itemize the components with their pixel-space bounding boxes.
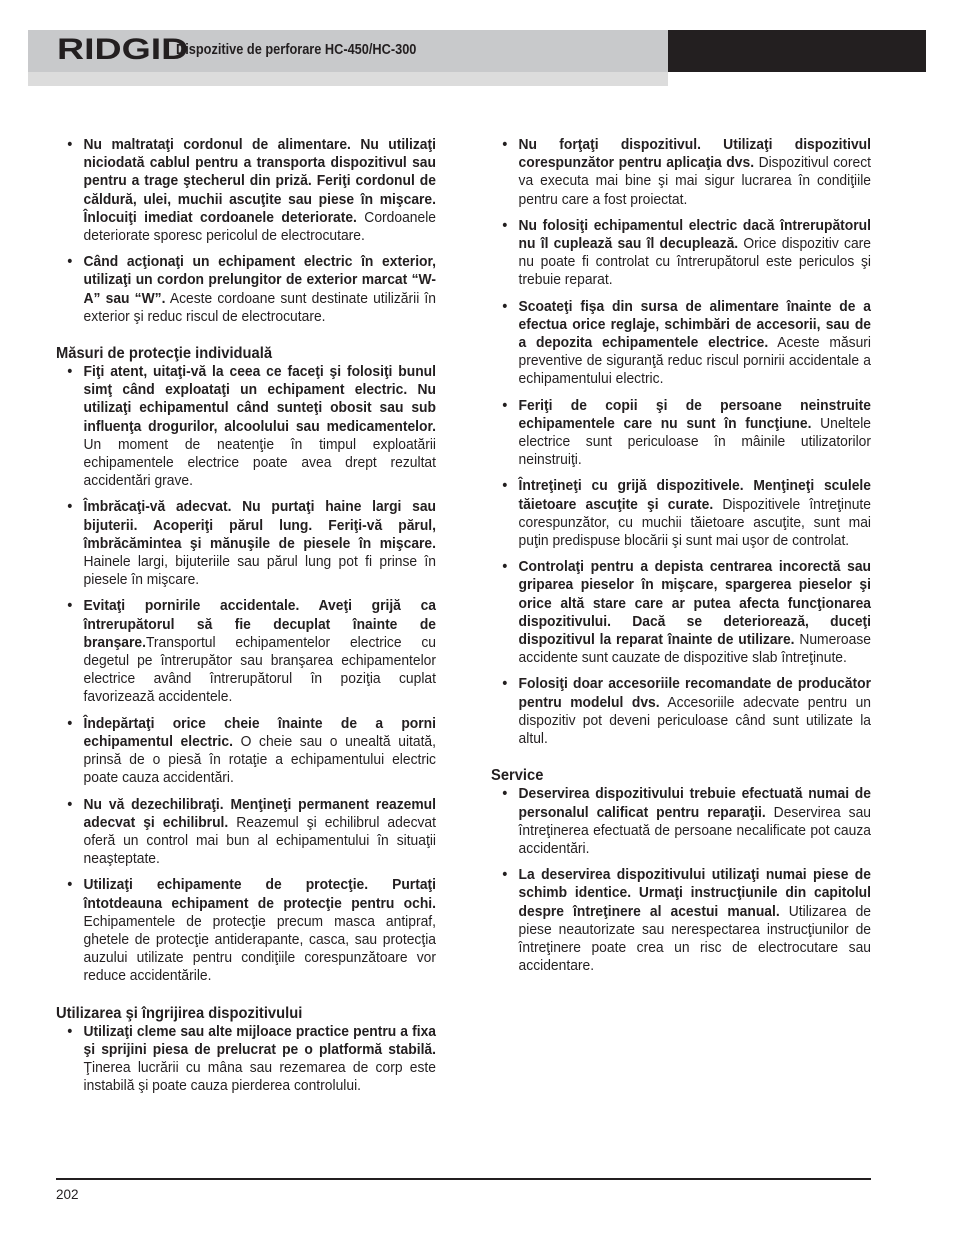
list-item (56, 715, 436, 788)
item-text: O cheie sau o unealtă uitată, prinsă de o piesă în rotaţie a echipamentului electric poate cauza accidentări. (83, 733, 437, 787)
list-item (491, 675, 871, 748)
list-item (491, 136, 871, 209)
item-bold: Controlaţi pentru a depista centrarea incorectă sau griparea pieselor în mişcare, spargerea pieselor şi orice altă stare care ar putea afecta funcţionarea dispozitivului. Dacă se deteriorează, duceţi dispozitivul la reparat înainte de utilizare. (518, 559, 871, 649)
list-item (56, 597, 436, 706)
left-top-list (56, 136, 436, 326)
section-heading-tool-use-care: Utilizarea şi îngrijirea dispozitivului (56, 1004, 303, 1022)
item-bold: Îndepărtaţi orice cheie înainte de a porni echipamentul electric. (83, 715, 437, 750)
item-bold: Întreţineţi cu grijă dispozitivele. Menţineţi sculele tăietoare ascuţite şi curate. (518, 478, 871, 513)
item-bold: Nu folosiţi echipamentul electric dacă întrerupătorul nu îl cuplează sau îl decuplează. (518, 217, 871, 253)
footer-rule (56, 1178, 871, 1180)
page-number: 202 (56, 1187, 79, 1202)
item-bold: Folosiţi doar accesoriile recomandate de producător pentru modelul dvs. (518, 676, 871, 711)
list-item (56, 253, 436, 326)
list-item (491, 866, 871, 975)
item-bold: Nu maltrataţi cordonul de alimentare. Nu utilizaţi niciodată cablul pentru a transporta dispozitivul sau pentru a trage ştecherul din priză. Feriţi cordonul de căldură, ulei, muchii ascuţite sau piese în mişcare. Înlocuiţi imediat cordoanele deteriorate. (83, 137, 437, 226)
item-text: Dispozitivul corect va executa mai bine şi mai sigur lucrarea în condiţiile pentru care a fost proiectat. (518, 155, 871, 208)
item-bold: Evitaţi pornirile accidentale. Aveţi grijă ca întrerupătorul să fie decuplat înainte de branşare. (83, 598, 437, 651)
item-text: Reazemul şi echilibrul adecvat oferă un control mai bun al echipamentului în situaţii neaşteptate. (83, 814, 437, 868)
item-text: Accesoriile adecvate pentru un dispozitiv pot deveni periculoase când sunt utilizate la altul. (518, 694, 871, 748)
item-text: Echipamentele de protecţie precum masca antipraf, ghetele de protecţie antiderapante, casca, sau protecţia auzului utilizate pentru condiţiile corespunzătoare vor reduce accidentările. (83, 913, 437, 985)
item-bold: Fiţi atent, uitaţi-vă la ceea ce faceţi şi folosiţi bunul simţ când exploataţi un echipament electric. Nu utilizaţi echipamentul când sunteţi obosit sau sub influenţa drogurilor, alcoolului sau medicamentelor. (83, 364, 437, 435)
item-text: Transportul echipamentelor electrice cu degetul pe întrerupător sau branşarea echipamentelor electrice având întrerupătorul în poziţia cuplat favorizează accidentele. (83, 634, 437, 706)
list-item (56, 1023, 436, 1096)
list-item (491, 298, 871, 389)
item-bold: Utilizaţi cleme sau alte mijloace practice pentru a fixa şi sprijini piesa de prelucrat pe o platformă stabilă. (83, 1023, 437, 1058)
item-text: Ţinerea lucrării cu mâna sau rezemarea de corp este instabilă şi poate cauza pierderea controlului. (83, 1059, 437, 1095)
list-item (56, 498, 436, 589)
item-text: Dispozitivele întreţinute corespunzător, cu muchii tăietoare ascuţite, sunt mai puţin predispuse blocării şi sunt mai uşor de controlat. (518, 496, 871, 550)
item-bold: Când acţionaţi un echipament electric în exterior, utilizaţi un cordon prelungitor de exterior marcat “W-A” sau “W”. (83, 254, 437, 307)
item-text: Numeroase accidente sunt cauzate de dispozitive slab întreţinute. (518, 632, 871, 667)
item-text: Uneltele electrice sunt periculoase în mâinile utilizatorilor neinstruiţi. (518, 415, 871, 469)
tool-use-care-list (56, 1023, 436, 1096)
header-shadow (28, 72, 668, 86)
item-bold: La deservirea dispozitivului utilizaţi numai piese de schimb identice. Urmaţi instrucţiunile din capitolul despre întreţinere al acestui manual. (518, 867, 871, 920)
list-item (56, 136, 436, 245)
document-title: Dispozitive de perforare HC-450/HC-300 (176, 42, 417, 58)
right-column (491, 136, 871, 975)
right-top-list (491, 136, 871, 748)
section-heading-service: Service (491, 767, 544, 785)
list-item (491, 477, 871, 550)
item-text: Un moment de neatenţie în timpul exploatării echipamentele electrice poate avea drept rezultat accidentări grave. (83, 436, 437, 490)
section-heading-personal-protection: Măsuri de protecţie individuală (56, 345, 273, 363)
list-item (491, 397, 871, 470)
item-text: Aceste măsuri preventive de siguranţă reduc riscul pornirii accidentale a echipamentului electric. (518, 335, 871, 388)
item-text: Orice dispozitiv care nu poate fi controlat cu întrerupătorul este periculos şi trebuie reparat. (518, 236, 871, 289)
list-item (491, 785, 871, 858)
item-text: Aceste cordoane sunt destinate utilizării în exterior şi reduc riscul de electrocutare. (83, 290, 436, 325)
list-item (491, 558, 871, 667)
item-text: Hainele largi, bijuteriile sau părul lung pot fi prinse în piesele în mişcare. (83, 554, 437, 589)
header-black-block (668, 30, 926, 72)
item-text: Utilizarea de piese neautorizate sau nerespectarea instrucţiunilor de întreţinere poate crea un risc de electrocutare sau accidentare. (518, 903, 871, 975)
list-item (56, 363, 436, 490)
item-bold: Feriţi de copii şi de persoane neinstruite echipamentele care nu sunt în funcţiune. (518, 397, 871, 432)
item-bold: Scoateţi fişa din sursa de alimentare înainte de a efectua orice reglaje, schimbări de accesorii, sau de a depozita echipamentele electrice. (518, 298, 871, 352)
ridgid-logo: RIDGID (57, 33, 189, 66)
left-column (56, 136, 436, 1095)
list-item (56, 876, 436, 985)
item-text: Cordoanele deteriorate sporesc pericolul de electrocutare. (83, 209, 436, 245)
personal-protection-list (56, 363, 436, 986)
item-bold: Îmbrăcaţi-vă adecvat. Nu purtaţi haine largi sau bijuterii. Acoperiţi părul lung. Feriţi-vă părul, îmbrăcămintea şi mănuşile de piesele în mişcare. (83, 499, 437, 552)
item-text: Deservirea sau întreţinerea efectuată de persoane necalificate pot cauza accidentări. (518, 804, 871, 857)
list-item (491, 217, 871, 290)
list-item (56, 796, 436, 869)
service-list (491, 785, 871, 975)
item-bold: Nu vă dezechilibraţi. Menţineţi permanent reazemul adecvat şi echilibrul. (83, 796, 437, 831)
item-bold: Utilizaţi echipamente de protecţie. Purtaţi întotdeauna echipament de protecţie pentru ochi. (83, 877, 437, 912)
item-bold: Nu forţaţi dispozitivul. Utilizaţi dispozitivul corespunzător pentru aplicaţia dvs. (518, 137, 871, 172)
item-bold: Deservirea dispozitivului trebuie efectuată numai de personalul calificat pentru reparaţii. (518, 786, 871, 821)
